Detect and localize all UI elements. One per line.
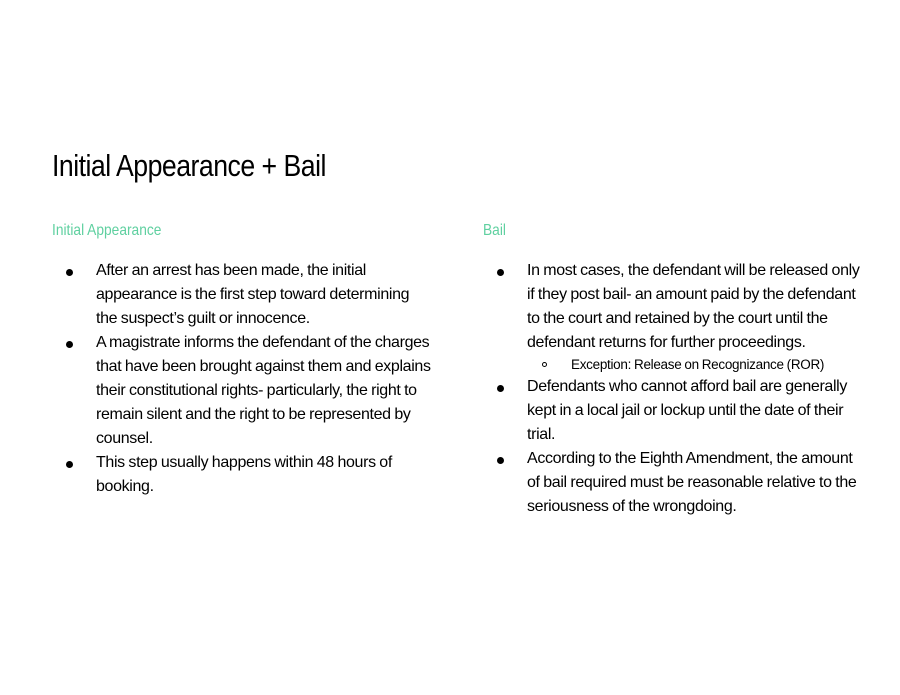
- list-item-text: This step usually happens within 48 hours of booking.: [96, 454, 392, 495]
- initial-appearance-column: [52, 221, 432, 499]
- list-item: [52, 331, 432, 451]
- sub-item: [527, 355, 863, 375]
- sub-item-text: Exception: Release on Recognizance (ROR): [571, 357, 825, 372]
- slide-title: Initial Appearance + Bail: [52, 148, 326, 183]
- bullet-icon: [497, 385, 504, 392]
- bullet-icon: [497, 457, 504, 464]
- list-item: [483, 375, 863, 447]
- list-item-text: According to the Eighth Amendment, the amount of bail required must be reasonable relative to the seriousness of the wrongdoing.: [527, 450, 857, 515]
- circle-bullet-icon: [542, 362, 547, 367]
- initial-appearance-heading: Initial Appearance: [52, 222, 162, 239]
- initial-appearance-list: [52, 259, 432, 499]
- bullet-icon: [66, 461, 73, 468]
- bullet-icon: [497, 269, 504, 276]
- sub-list-item: [483, 355, 863, 375]
- bail-heading: Bail: [483, 222, 506, 239]
- list-item-text: In most cases, the defendant will be released only if they post bail- an amount paid by the defendant to the court and retained by the court until the defendant returns for further proceedings.: [527, 262, 860, 351]
- list-item: [483, 447, 863, 519]
- bail-list: [483, 259, 863, 519]
- list-item-text: After an arrest has been made, the initial appearance is the first step toward determining the suspect’s guilt or innocence.: [96, 262, 410, 327]
- list-item: [52, 451, 432, 499]
- bail-column: [483, 221, 863, 519]
- bullet-icon: [66, 341, 73, 348]
- list-item: [52, 259, 432, 331]
- list-item: [483, 259, 863, 355]
- list-item-text: Defendants who cannot afford bail are generally kept in a local jail or lockup until the date of their trial.: [527, 378, 848, 443]
- list-item-text: A magistrate informs the defendant of the charges that have been brought against them and explains their constitutional rights- particularly, the right to remain silent and the right to be represented by counsel.: [96, 334, 431, 447]
- bullet-icon: [66, 269, 73, 276]
